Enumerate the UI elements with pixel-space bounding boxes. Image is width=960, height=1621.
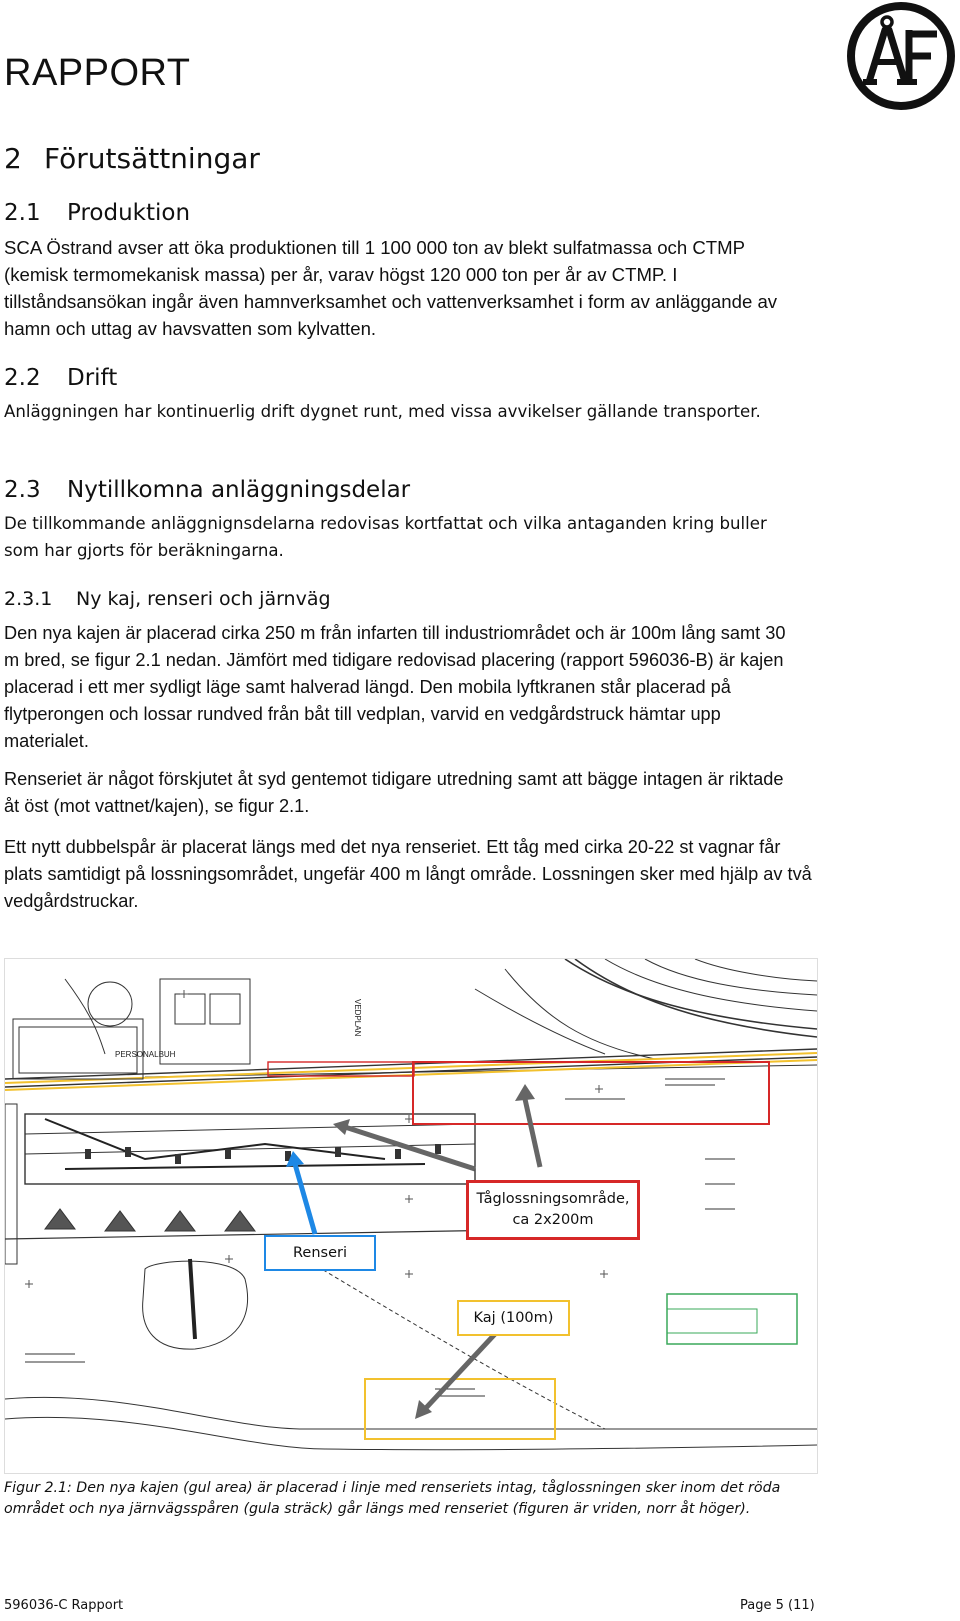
section-2-heading — [4, 142, 260, 175]
vedplan-label: VEDPLAN — [353, 999, 362, 1037]
footer-report-id: 596036-C Rapport — [4, 1598, 124, 1613]
section-number: 2 — [4, 142, 22, 175]
section-2-1-body: SCA Östrand avser att öka produktionen till 1 100 000 ton av blekt sulfatmassa och CTMP (kemisk termomekanisk massa) per år, varav högst 120 000 ton per år av CTMP. I tillståndsansökan ingår även hamnverksamhet och vattenverksamhet i form av anläggande av hamn och uttag av havsvatten som kylvatten. — [4, 237, 778, 339]
section-number: 2.3 — [4, 477, 41, 503]
section-2-3-heading — [4, 477, 410, 503]
section-2-3-1-heading — [4, 588, 331, 610]
personal-building-label: PERSONALBUH — [115, 1050, 176, 1059]
section-title: Drift — [67, 365, 118, 391]
section-2-3-body: De tillkommande anläggnignsdelarna redovisas kortfattat och vilka antaganden kring buller som har gjorts för beräkningarna. — [4, 514, 767, 560]
section-number: 2.2 — [4, 365, 41, 391]
figure-caption — [4, 1478, 824, 1520]
renseri-label: Renseri — [293, 1244, 347, 1261]
section-2-2-heading — [4, 365, 117, 391]
section-title: Ny kaj, renseri och järnväg — [76, 588, 331, 610]
train-unloading-label: Tåglossningsområde, ca 2x200m — [476, 1191, 630, 1228]
caption-text: Den nya kajen (gul area) är placerad i linje med renseriets intag, tåglossningen sker inom det röda området och nya järnvägsspåren (gula sträck) går längs med renseriet (figuren är vriden, norr åt höger). — [4, 1480, 781, 1517]
section-2-1-heading — [4, 200, 190, 226]
train-unloading-callout — [466, 1180, 640, 1240]
paragraph-renseri: Renseriet är något förskjutet åt syd gentemot tidigare utredning samt att bägge intagen är riktade åt öst (mot vattnet/kajen), se figur 2.1. — [4, 769, 784, 816]
kaj-callout — [457, 1300, 570, 1336]
document-title: RAPPORT — [4, 52, 191, 94]
paragraph-jarnvag: Ett nytt dubbelspår är placerat längs med det nya renseriet. Ett tåg med cirka 20-22 st vagnar får plats samtidigt på lossningsområdet, ungefär 400 m långt område. Lossningen sker med hjälp av två vedgårdstruckar. — [4, 837, 812, 911]
section-number: 2.1 — [4, 200, 41, 226]
section-title: Nytillkomna anläggningsdelar — [67, 477, 411, 503]
site-plan-figure — [4, 958, 818, 1474]
kaj-label: Kaj (100m) — [473, 1309, 554, 1326]
af-logo — [845, 0, 957, 112]
section-title: Förutsättningar — [44, 142, 260, 175]
af-logo-mark — [845, 0, 957, 112]
footer-page-number: Page 5 (11) — [740, 1598, 815, 1613]
caption-lead: Figur 2.1: — [4, 1480, 72, 1496]
section-title: Produktion — [67, 200, 191, 226]
renseri-callout — [264, 1235, 376, 1271]
section-number: 2.3.1 — [4, 588, 53, 610]
section-2-2-body: Anläggningen har kontinuerlig drift dygnet runt, med vissa avvikelser gällande transporter. — [4, 402, 761, 421]
paragraph-kaj: Den nya kajen är placerad cirka 250 m från infarten till industriområdet och är 100m lång samt 30 m bred, se figur 2.1 nedan. Jämfört med tidigare redovisad placering (rapport 596036-B) är kajen placerad i ett mer sydligt läge samt halverad längd. Den mobila lyftkranen står placerad på flytperongen och lossar rundved från båt till vedplan, varvid en vedgårdstruck hämtar upp materialet. — [4, 623, 786, 751]
site-plan-drawing — [5, 959, 817, 1473]
